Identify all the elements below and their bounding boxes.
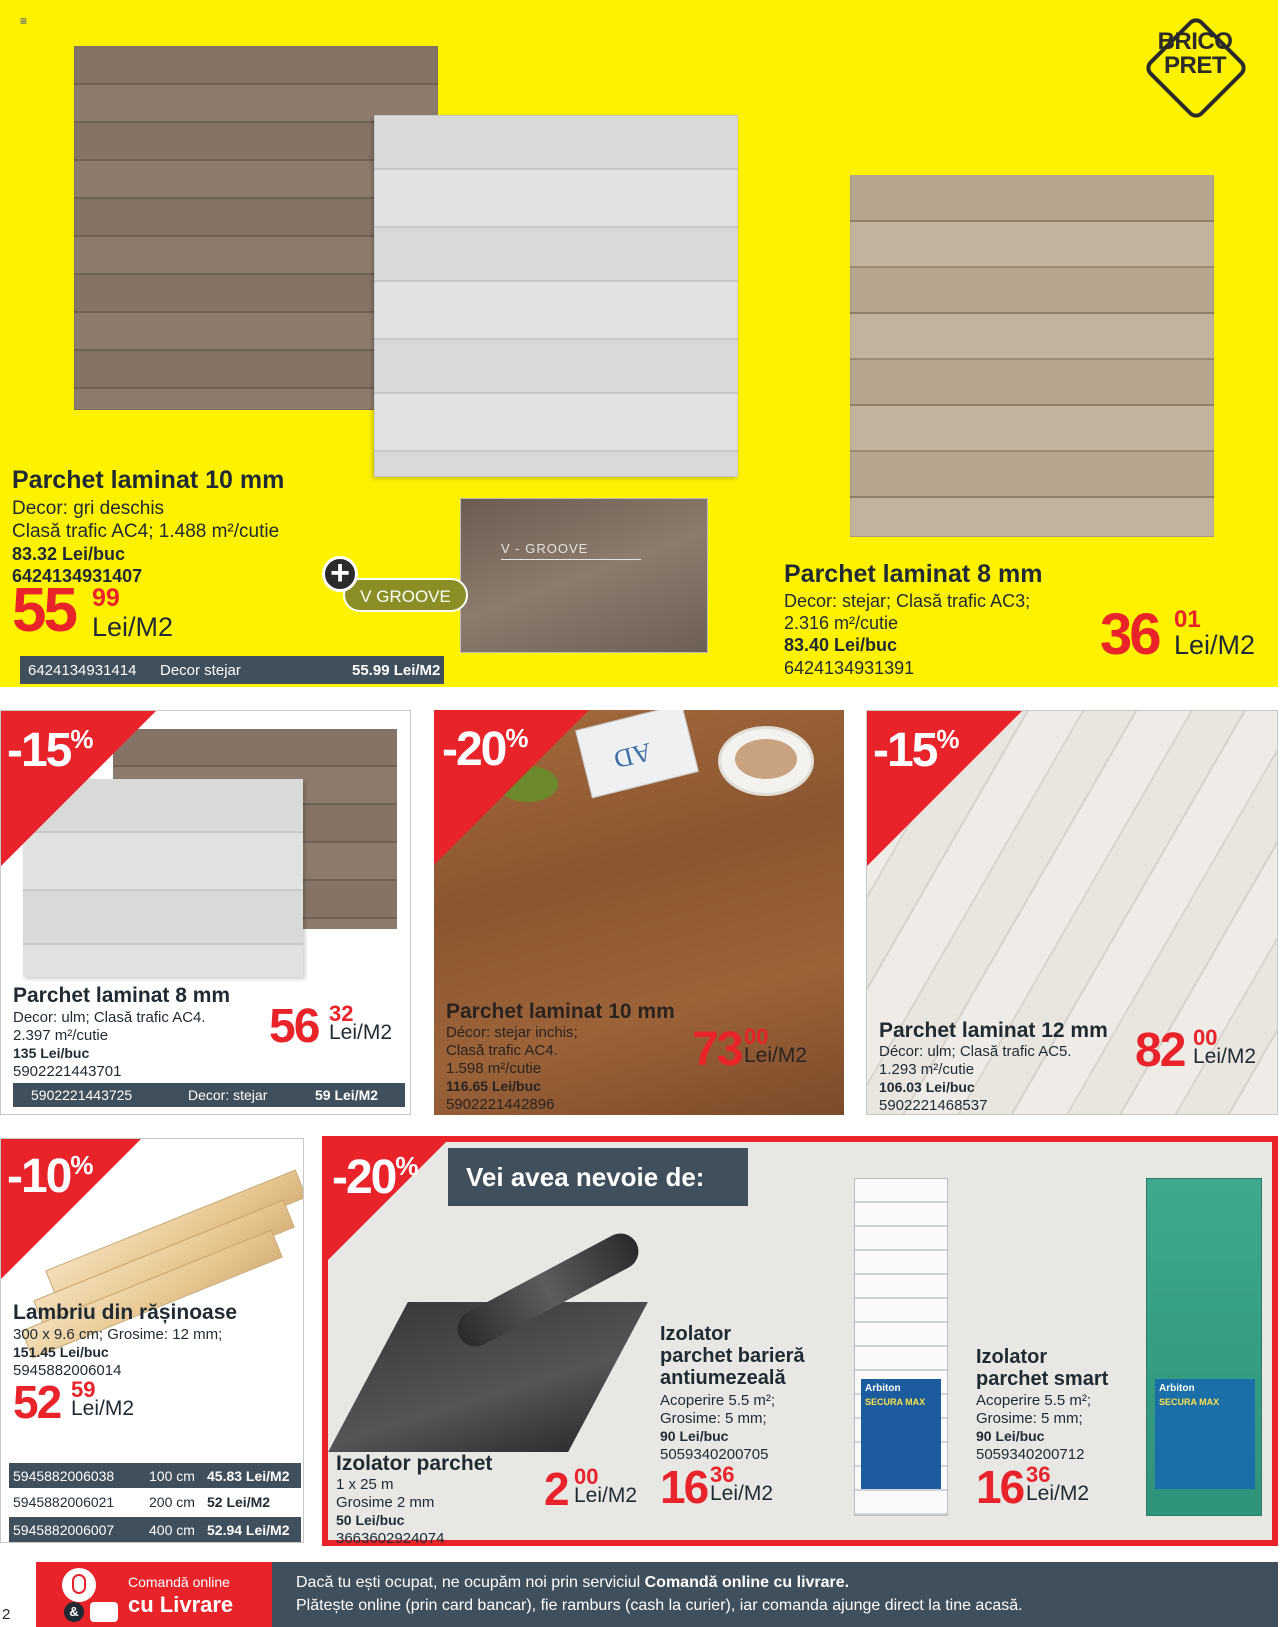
product-detail: 1 x 25 m <box>336 1476 394 1493</box>
price-unit: Lei/M2 <box>1174 630 1256 660</box>
delivery-info-banner <box>272 1562 1278 1627</box>
price-integer: 55 <box>12 576 75 645</box>
product-title: Izolator parchet smart <box>976 1346 1109 1390</box>
product-code: 5902221442896 <box>446 1096 555 1113</box>
price-integer: 73 <box>692 1023 742 1076</box>
product-card[interactable] <box>0 1138 304 1543</box>
product-box-price: 83.32 Lei/buc <box>12 544 126 564</box>
discount-label: -10% <box>7 1150 92 1203</box>
variant-code: 5945882006038 <box>13 1467 115 1484</box>
accessories-panel <box>322 1136 1278 1546</box>
mouse-shape-icon <box>72 1574 86 1594</box>
price-integer: 36 <box>1100 602 1159 667</box>
discount-label: -15% <box>7 724 92 777</box>
price-unit: Lei/M2 <box>710 1482 774 1505</box>
product-box-price: 151.45 Lei/buc <box>13 1344 109 1360</box>
coffee-cup-image <box>718 726 814 796</box>
variant-size: 400 cm <box>149 1521 195 1538</box>
price-unit: Lei/M2 <box>574 1484 638 1507</box>
product-code: 6424134931391 <box>784 658 915 678</box>
product-detail: Decor: ulm; Clasă trafic AC4. <box>13 1009 206 1026</box>
variant-price: 52 Lei/M2 <box>207 1494 271 1510</box>
product-detail: 1.293 m²/cutie <box>879 1061 975 1078</box>
product-detail: Grosime 2 mm <box>336 1494 435 1511</box>
product-code: 5902221443701 <box>13 1063 122 1080</box>
product-box-price: 90 Lei/buc <box>976 1428 1045 1444</box>
product-detail: 2.397 m²/cutie <box>13 1027 109 1044</box>
product-card[interactable] <box>866 710 1278 1115</box>
online-order-banner[interactable] <box>36 1562 272 1627</box>
price-integer: 2 <box>544 1463 570 1515</box>
price-decimal: 36 <box>1026 1462 1051 1487</box>
corner-mark: ≡ <box>20 14 28 28</box>
variant-price: 59 Lei/M2 <box>315 1087 379 1103</box>
product-detail: Décor: ulm; Clasă trafic AC5. <box>879 1043 1072 1060</box>
banner-line2: cu Livrare <box>128 1592 234 1617</box>
pack-brand: Arbiton <box>865 1383 901 1394</box>
price-integer: 16 <box>660 1461 708 1513</box>
variant-bar <box>13 1083 405 1107</box>
price-decimal: 00 <box>1193 1025 1218 1050</box>
product-detail: Acoperire 5.5 m²; <box>976 1392 1092 1409</box>
product-detail: Acoperire 5.5 m²; <box>660 1392 776 1409</box>
discount-label: -15% <box>873 724 958 777</box>
product-title: Parchet laminat 12 mm <box>879 1019 1108 1042</box>
logo-line2: PRET <box>1163 52 1226 79</box>
delivery-truck-icon <box>90 1602 118 1622</box>
product-box-price: 83.40 Lei/buc <box>784 635 898 655</box>
product-box-price: 135 Lei/buc <box>13 1045 90 1061</box>
vgroove-image-label: V - GROOVE <box>501 541 589 556</box>
underlay-pack-white-image <box>854 1178 948 1516</box>
product-detail: Clasă trafic AC4; 1.488 m²/cutie <box>12 521 280 542</box>
price-decimal: 00 <box>744 1024 769 1049</box>
pack-name: SECURA MAX <box>1159 1397 1220 1407</box>
product-box-price: 116.65 Lei/buc <box>446 1078 541 1094</box>
mouse-icon <box>62 1568 96 1602</box>
product-box-price: 90 Lei/buc <box>660 1428 729 1444</box>
product-detail: 1.598 m²/cutie <box>446 1060 542 1077</box>
price-decimal: 99 <box>92 584 120 612</box>
needs-heading: Vei avea nevoie de: <box>448 1148 748 1206</box>
delivery-info-line2: Plătește online (prin card bancar), fie ramburs (cash la curier), iar comanda ajunge direct la tine acasă. <box>296 1597 1023 1614</box>
product-title: Izolator parchet <box>336 1452 493 1475</box>
price-integer: 52 <box>13 1376 61 1428</box>
variant-code: 5902221443725 <box>31 1087 133 1103</box>
variant-decor: Decor stejar <box>160 661 241 679</box>
product-box-price: 50 Lei/buc <box>336 1512 405 1528</box>
price-decimal: 01 <box>1174 606 1201 633</box>
variant-code: 6424134931414 <box>28 661 137 679</box>
product-title: Parchet laminat 10 mm <box>446 1000 675 1023</box>
variant-decor: Decor: stejar <box>188 1087 268 1103</box>
delivery-info-line1: Dacă tu ești ocupat, ne ocupăm noi prin serviciul Comandă online cu livrare. <box>296 1574 850 1591</box>
price-unit: Lei/M2 <box>1026 1482 1090 1505</box>
price-integer: 56 <box>269 1000 319 1053</box>
vgroove-line <box>501 559 641 560</box>
banner-line1: Comandă online <box>128 1574 230 1590</box>
product-card[interactable] <box>434 710 844 1115</box>
plus-icon: + <box>322 556 358 592</box>
product-code: 5059340200705 <box>660 1446 769 1463</box>
variant-code: 5945882006021 <box>13 1494 115 1510</box>
pack-brand: Arbiton <box>1159 1383 1195 1394</box>
product-box-price: 106.03 Lei/buc <box>879 1079 975 1095</box>
underlay-pack-green-image <box>1146 1178 1262 1516</box>
price-unit: Lei/M2 <box>744 1044 808 1067</box>
price-integer: 82 <box>1135 1024 1185 1077</box>
price-unit: Lei/M2 <box>71 1397 135 1420</box>
logo-line1: BRICO <box>1157 28 1233 55</box>
pack-label <box>861 1379 941 1489</box>
product-detail: 300 x 9.6 cm; Grosime: 12 mm; <box>13 1326 223 1343</box>
variant-row <box>9 1517 301 1542</box>
price-unit: Lei/M2 <box>92 612 174 642</box>
product-title: Izolator parchet barieră antiumezeală <box>660 1323 805 1389</box>
product-detail: Decor: stejar; Clasă trafic AC3; <box>784 591 1031 611</box>
vgroove-button[interactable]: V GROOVE <box>343 578 468 612</box>
product-title: Parchet laminat 8 mm <box>13 984 231 1007</box>
product-code: 5059340200712 <box>976 1446 1085 1463</box>
product-title: Parchet laminat 10 mm <box>12 466 285 494</box>
product-code: 5945882006014 <box>13 1362 122 1379</box>
magazine-title: AD <box>611 737 655 775</box>
product-title: Lambriu din rășinoase <box>13 1301 238 1324</box>
product-detail: Grosime: 5 mm; <box>976 1410 1083 1427</box>
variant-size: 100 cm <box>149 1467 195 1484</box>
price-decimal: 00 <box>574 1464 599 1489</box>
page-number: 2 <box>2 1606 11 1623</box>
product-detail: Grosime: 5 mm; <box>660 1410 767 1427</box>
variant-price: 52.94 Lei/M2 <box>207 1521 290 1538</box>
variant-size: 200 cm <box>149 1494 195 1510</box>
brico-pret-logo[interactable] <box>1140 22 1250 117</box>
variant-row <box>9 1490 301 1515</box>
ampersand-icon: & <box>64 1602 84 1622</box>
price-unit: Lei/M2 <box>329 1021 393 1044</box>
variant-row <box>9 1463 301 1488</box>
price-integer: 16 <box>976 1461 1024 1513</box>
coffee-icon <box>735 739 797 779</box>
price-decimal: 59 <box>71 1377 96 1402</box>
variant-bar <box>20 656 444 684</box>
product-detail: Clasă trafic AC4. <box>446 1042 558 1059</box>
product-code: 3663602924074 <box>336 1530 445 1547</box>
price-decimal: 36 <box>710 1462 735 1487</box>
laminate-light-grey-image <box>374 115 738 477</box>
product-title: Parchet laminat 8 mm <box>784 560 1043 588</box>
pack-name: SECURA MAX <box>865 1397 926 1407</box>
price-unit: Lei/M2 <box>1193 1045 1257 1068</box>
laminate-oak-image <box>850 175 1214 537</box>
vgroove-detail-image <box>460 498 708 653</box>
discount-label: -20% <box>442 723 527 776</box>
product-code: 5902221468537 <box>879 1097 988 1114</box>
product-code: 6424134931407 <box>12 566 143 586</box>
variant-price: 55.99 Lei/M2 <box>352 661 441 679</box>
discount-label: -20% <box>332 1151 417 1204</box>
variant-code: 5945882006007 <box>13 1521 115 1538</box>
pack-label <box>1155 1379 1255 1489</box>
product-detail: Décor: stejar inchis; <box>446 1024 578 1041</box>
price-decimal: 32 <box>329 1001 354 1026</box>
product-card[interactable] <box>0 710 411 1115</box>
product-detail: 2.316 m²/cutie <box>784 613 899 633</box>
variant-price: 45.83 Lei/M2 <box>207 1467 290 1484</box>
product-detail: Decor: gri deschis <box>12 498 165 519</box>
